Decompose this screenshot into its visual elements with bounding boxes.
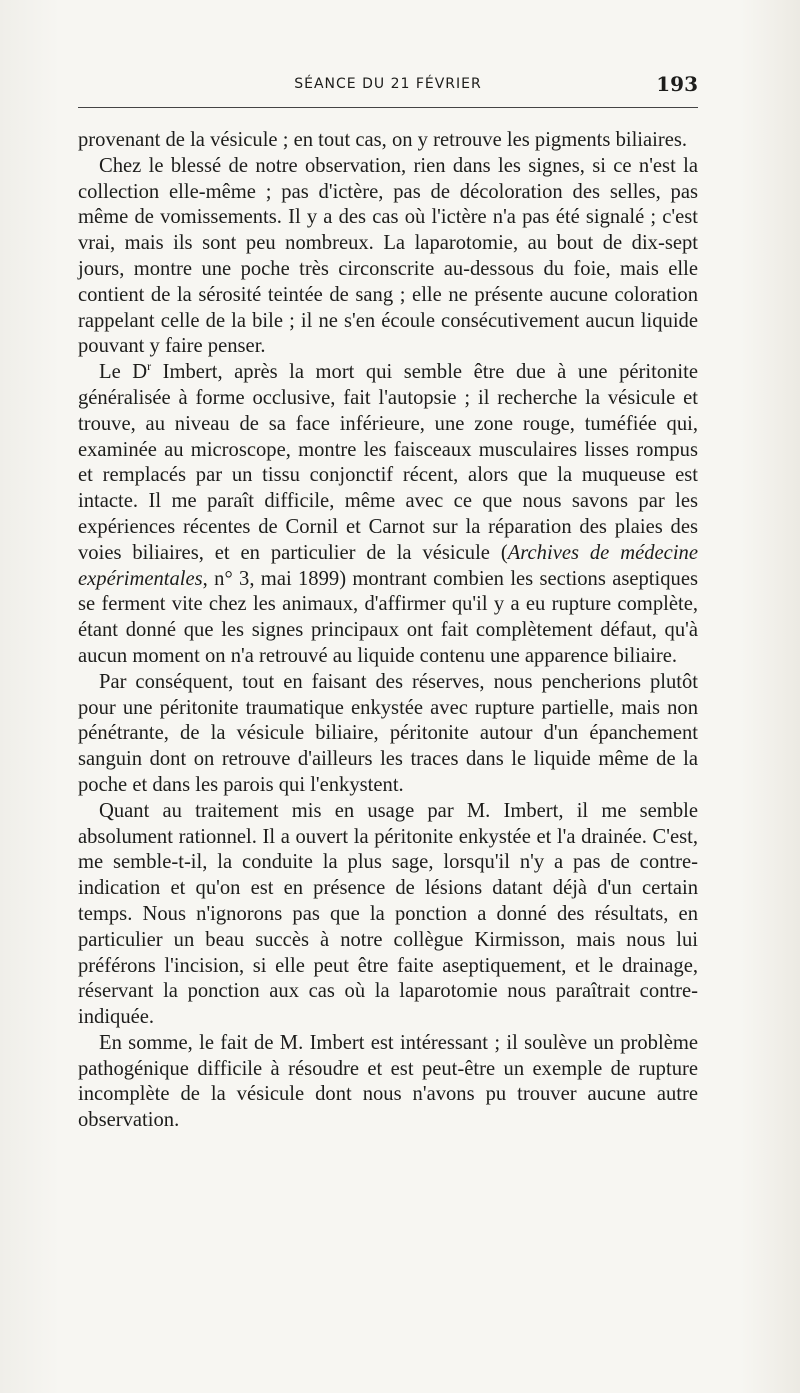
body-text xyxy=(78,128,698,1134)
page-header xyxy=(78,72,698,100)
text-run: Le D xyxy=(99,361,148,384)
text-run: Imbert, après la mort qui semble être due à une péritonite généralisée à forme occlusive, fait l'autopsie ; il recherche la vésicule et trouve, au niveau de sa face inférieure, une zone rouge, tuméfiée qui, examinée au microscope, montre les faisceaux musculaires lisses rompus et remplacés par un tissu conjonctif récent, alors que la muqueuse est intacte. Il me paraît difficile, même avec ce que nous savons par les expériences récentes de Cornil et Carnot sur la réparation des plaies des voies biliaires, et en particulier de la vésicule ( xyxy=(78,361,698,564)
paragraph xyxy=(78,360,698,670)
paragraph: Quant au traitement mis en usage par M. Imbert, il me semble absolument rationnel. Il a ouvert la péritonite enkystée et l'a drainée. C'est, me semble-t-il, la conduite la plus sage, lorsqu'il n'y a pas de contre-indication et qu'on est en présence de lésions datant déjà d'un certain temps. Nous n'ignorons pas que la ponction a donné des résultats, en particulier un beau succès à notre collègue Kirmisson, mais nous lui préférons l'incision, si elle peut être faite aseptiquement, et le drainage, réservant la ponction aux cas où la laparotomie nous paraîtrait contre-indiquée. xyxy=(78,799,698,1029)
paragraph-continuation: provenant de la vésicule ; en tout cas, on y retrouve les pigments biliaires. xyxy=(78,129,688,151)
text-run: , n° 3, mai 1899) montrant combien les sections aseptiques se ferment vite chez les animaux, d'affirmer qu'il y a eu rupture complète, étant donné que les signes principaux ont fait complètement défaut, qu'à aucun moment on n'a retrouvé au liquide contenu une apparence biliaire. xyxy=(78,567,698,667)
header-rule xyxy=(78,107,698,108)
paragraph: Par conséquent, tout en faisant des réserves, nous pencherions plutôt pour une péritonite traumatique enkystée avec rupture partielle, mais non pénétrante, de la vésicule biliaire, péritonite autour d'un épanchement sanguin dont on retrouve d'ailleurs les traces dans le liquide même de la poche et dans les parois qui l'enkystent. xyxy=(78,670,698,796)
running-title: SÉANCE DU 21 FÉVRIER xyxy=(294,76,482,92)
page-number: 193 xyxy=(656,72,698,96)
paragraph: En somme, le fait de M. Imbert est intéressant ; il soulève un problème pathogénique difficile à résoudre et est peut-être un exemple de rupture incomplète de la vésicule dont nous n'avons pu trouver aucune autre observation. xyxy=(78,1031,698,1132)
journal-title: Archives de médecine expérimentales xyxy=(78,541,698,590)
superscript: r xyxy=(147,359,152,374)
paragraph: Chez le blessé de notre observation, rien dans les signes, si ce n'est la collection elle-même ; pas d'ictère, pas de décoloration des selles, pas même de vomissements. Il y a des cas où l'ictère n'a pas été signalé ; c'est vrai, mais ils sont peu nombreux. La laparotomie, au bout de dix-sept jours, montre une poche très circonscrite au-dessous du foie, mais elle contient de la sérosité teintée de sang ; elle ne présente aucune coloration rappelant celle de la bile ; il ne s'en écoule consécutivement aucun liquide pouvant y faire penser. xyxy=(78,154,698,358)
